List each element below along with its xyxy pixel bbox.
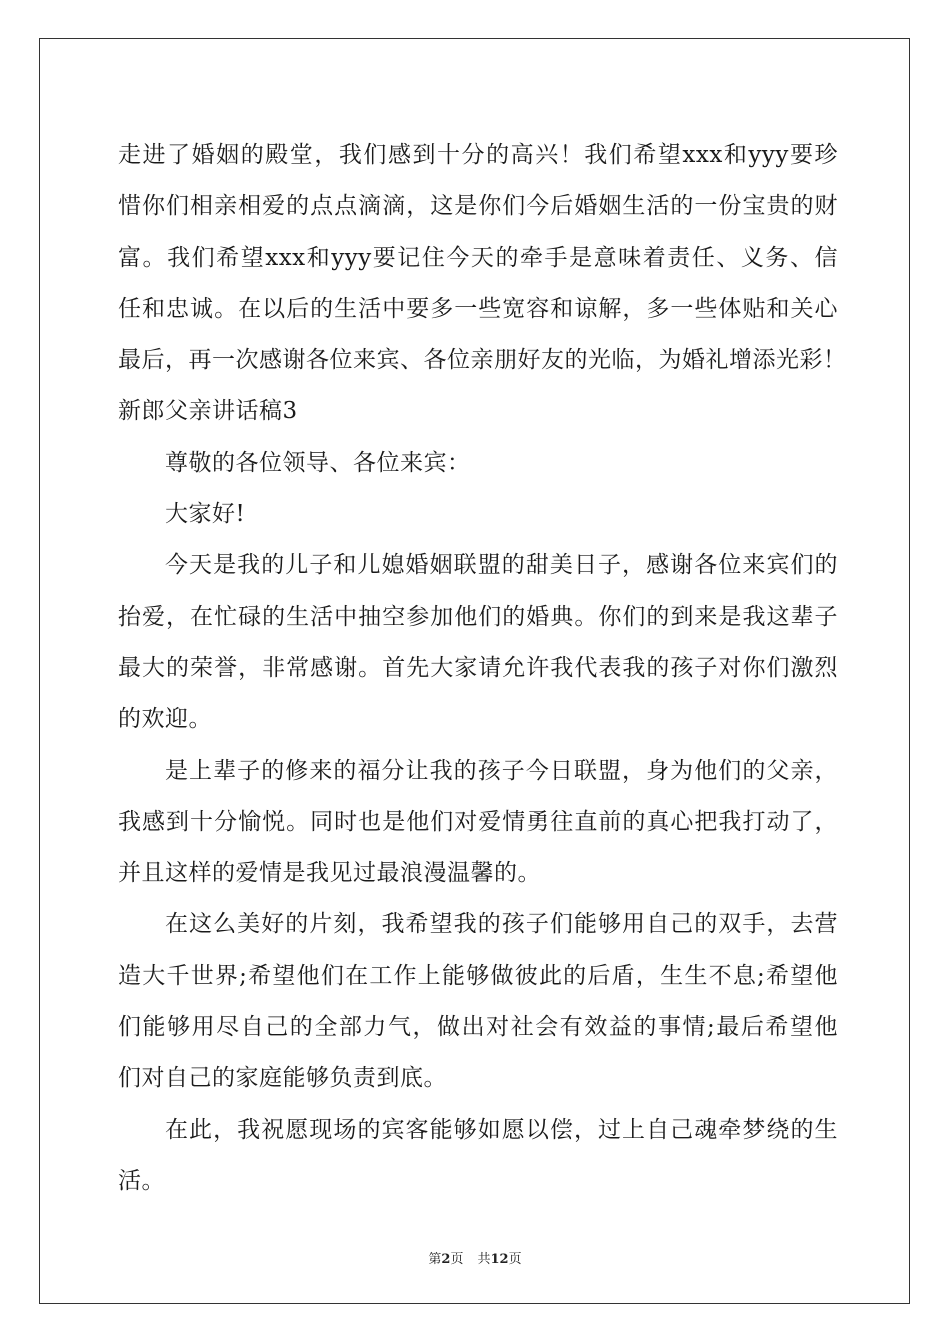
salutation: 尊敬的各位领导、各位来宾：: [165, 449, 471, 476]
text-line: 富。我们希望xxx和yyy要记住今天的牵手是意味着责任、义务、信: [118, 244, 838, 271]
text-line: 活。: [118, 1167, 165, 1194]
text-line: 的欢迎。: [118, 706, 212, 733]
total-label-prefix: 共: [477, 1252, 491, 1267]
text-line: 任和忠诚。在以后的生活中要多一些宽容和谅解，多一些体贴和关心: [118, 295, 838, 322]
text-line: 们能够用尽自己的全部力气，做出对社会有效益的事情;最后希望他: [118, 1014, 838, 1041]
text-line: 今天是我的儿子和儿媳婚姻联盟的甜美日子，感谢各位来宾们的: [165, 552, 838, 579]
text-line: 走进了婚姻的殿堂，我们感到十分的高兴！我们希望xxx和yyy要珍: [118, 142, 838, 168]
text-line: 在此，我祝愿现场的宾客能够如愿以偿，过上自己魂牵梦绕的生: [165, 1116, 838, 1143]
total-pages: 12: [490, 1252, 509, 1267]
page-label-prefix: 第: [428, 1252, 442, 1267]
page-number: 2: [441, 1252, 451, 1267]
greeting: 大家好!: [165, 501, 246, 528]
text-line: 是上辈子的修来的福分让我的孩子今日联盟，身为他们的父亲，: [165, 757, 838, 784]
text-line: 在这么美好的片刻，我希望我的孩子们能够用自己的双手，去营: [165, 911, 838, 938]
text-line: 我感到十分愉悦。同时也是他们对爱情勇往直前的真心把我打动了，: [118, 808, 838, 835]
text-line: 最大的荣誉，非常感谢。首先大家请允许我代表我的孩子对你们激烈: [118, 654, 838, 681]
page-footer: [0, 1248, 950, 1267]
text-line: 们对自己的家庭能够负责到底。: [118, 1065, 447, 1092]
text-line: 造大千世界;希望他们在工作上能够做彼此的后盾，生生不息;希望他: [118, 962, 838, 989]
total-label-suffix: 页: [508, 1252, 522, 1267]
page-label-suffix: 页: [450, 1252, 464, 1267]
text-line: 并且这样的爱情是我见过最浪漫温馨的。: [118, 860, 541, 887]
text-line: 最后，再一次感谢各位来宾、各位亲朋好友的光临，为婚礼增添光彩！: [118, 347, 847, 374]
text-line: 抬爱，在忙碌的生活中抽空参加他们的婚典。你们的到来是我这辈子: [118, 603, 838, 630]
section-heading: 新郎父亲讲话稿3: [118, 398, 298, 425]
document-body: [118, 130, 847, 1207]
text-line: 惜你们相亲相爱的点点滴滴，这是你们今后婚姻生活的一份宝贵的财: [118, 193, 838, 220]
